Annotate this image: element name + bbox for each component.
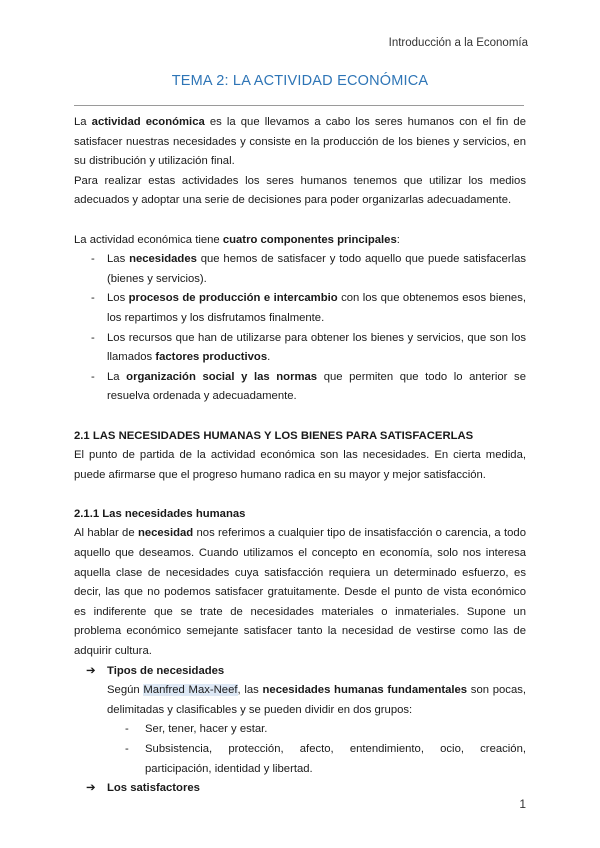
section-2-1-1-heading: 2.1.1 Las necesidades humanas	[74, 507, 246, 520]
term-actividad-economica: actividad económica	[91, 116, 205, 128]
list-item: - Ser, tener, hacer y estar.	[107, 720, 526, 740]
groups-list	[74, 720, 526, 779]
intro-paragraph-1: La actividad económica es la que llevamos a cabo los seres humanos con el fin de satisfacer nuestras necesidades y consiste en la producción de los bienes y servicios, en su distribución y utilización final.	[74, 116, 526, 168]
components-lead: La actividad económica tiene cuatro componentes principales:	[74, 233, 400, 246]
section-2-1-heading: 2.1 LAS NECESIDADES HUMANAS Y LOS BIENES PARA SATISFACERLAS	[74, 429, 474, 442]
highlighted-name: Manfred Max-Neef	[143, 684, 238, 697]
components-list	[74, 250, 526, 407]
title-divider	[74, 105, 524, 106]
satisfactores-heading: ➔ Los satisfactores	[74, 779, 526, 799]
tipos-necesidades-text: Según Manfred Max-Neef, las necesidades humanas fundamentales son pocas, delimitadas y clasificables y se pueden dividir en dos grupos:	[107, 684, 527, 716]
intro-paragraph-2: Para realizar estas actividades los seres humanos tenemos que utilizar los medios adecuados y adoptar una serie de decisiones para poder organizarlas adecuadamente.	[74, 174, 526, 207]
list-item: - Los recursos que han de utilizarse para obtener los bienes y servicios, que son los llamados factores productivos.	[74, 329, 526, 368]
list-item: - Las necesidades que hemos de satisfacer y todo aquello que puede satisfacerlas (bienes y servicios).	[74, 250, 526, 289]
section-2-1-1-paragraph: Al hablar de necesidad nos referimos a cualquier tipo de insatisfacción o carencia, a todo aquello que deseamos. Cuando utilizamos el concepto en economía, solo nos interesa aquella clase de necesidades cuya satisfacción requiera un determinado esfuerzo, es decir, las que no podemos satisfacer gratuitamente. Desde el punto de vista económico es indiferente que se trate de necesidades materiales o inmateriales. Supone un problema económico semejante satisfacer tanto la necesidad de vestirse como las de adquirir cultura.	[74, 527, 526, 658]
running-header: Introducción a la Economía	[388, 37, 528, 49]
arrow-right-icon: ➔	[86, 664, 96, 677]
page-number: 1	[519, 797, 526, 811]
section-2-1-text: El punto de partida de la actividad económica son las necesidades. En cierta medida, puede afirmarse que el progreso humano radica en su mayor y mejor satisfacción.	[74, 449, 526, 481]
list-item: - Los procesos de producción e intercambio con los que obtenemos esos bienes, los repartimos y los disfrutamos finalmente.	[74, 289, 526, 328]
list-item: - Subsistencia, protección, afecto, entendimiento, ocio, creación, participación, identidad y libertad.	[107, 740, 526, 779]
list-item: - La organización social y las normas que permiten que todo lo anterior se resuelva ordenada y adecuadamente.	[74, 368, 526, 407]
arrow-right-icon: ➔	[86, 782, 96, 795]
tipos-necesidades-heading: ➔ Tipos de necesidades	[74, 662, 526, 682]
page-title: TEMA 2: LA ACTIVIDAD ECONÓMICA	[171, 73, 429, 89]
document-body	[74, 113, 526, 799]
